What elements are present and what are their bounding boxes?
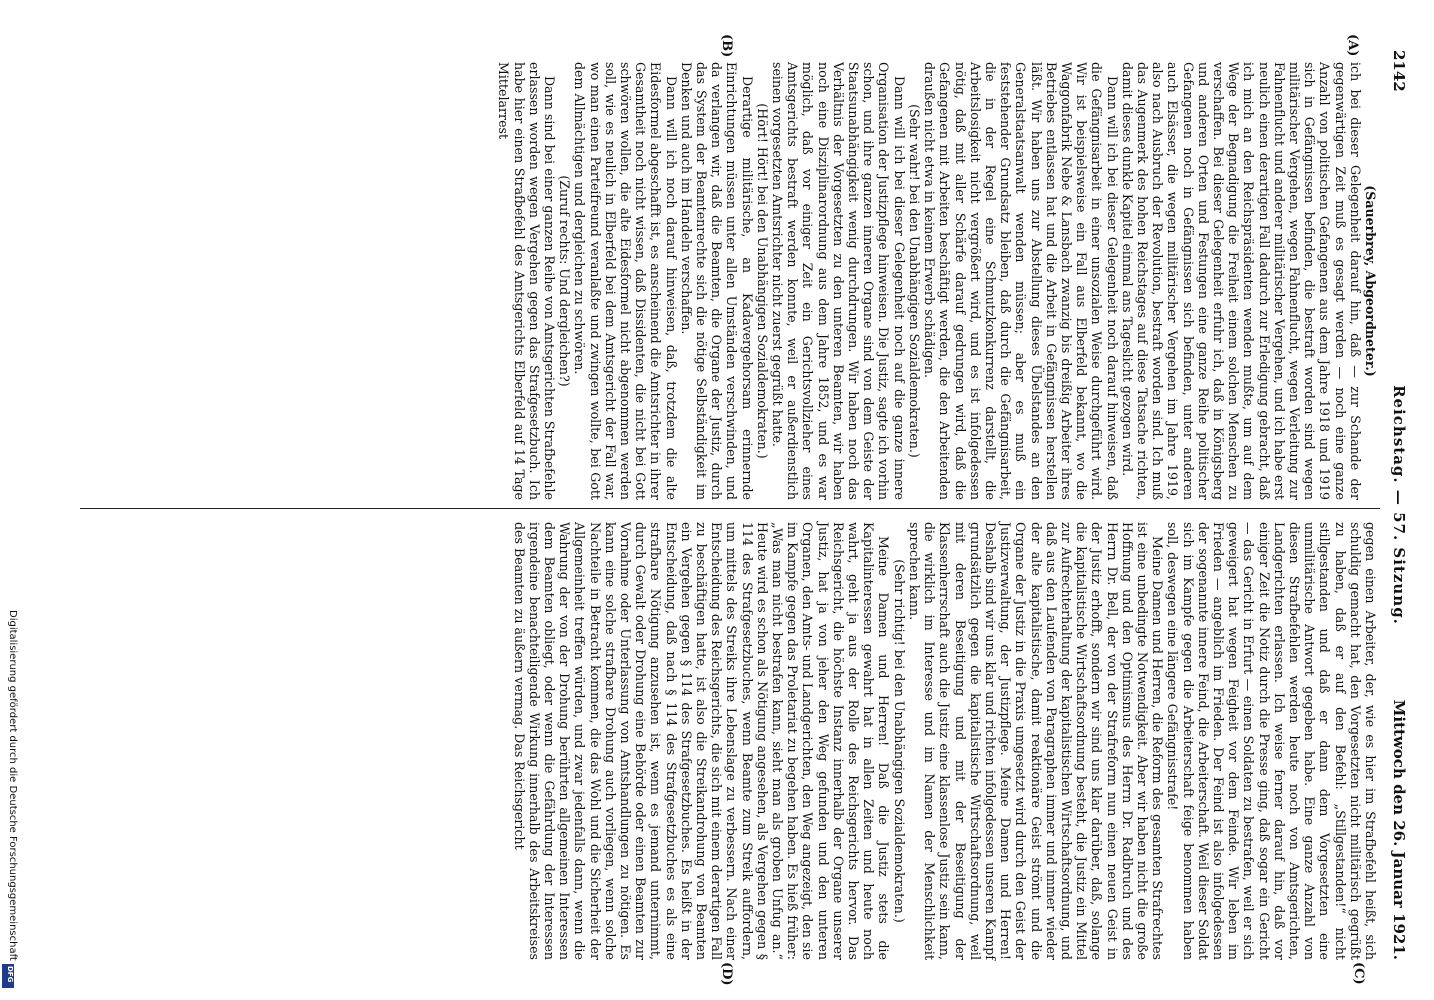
paragraph: gegen einen Arbeiter, der, wie es hier im Strafbefehl heißt, sich schuldig gemacht hat, den Vorgesetzten nicht militärisch gegrüßt zu haben, daß er auf den Befehl: „Stillgestanden!“ nicht stillgestanden und daß er dann dem Vorgesetzten eine unmilitärische Antwort gegeben habe. Eine ganze Anzahl von diesen Strafbefehlen werden heute noch von Amtsgerichten, Landgerichten erlassen. Ich weise ferner darauf hin, daß vor einiger Zeit die Notiz durch die Presse ging, daß sogar ein Gericht — das Gericht in Erfurt — einen Soldaten zu bestrafen, weil er sich geweigert hat wegen Feigheit vor dem Feinde. Wir leben im Frieden — angeblich im Frieden. Der Feind ist also infolgedessen der sogenannte innere Feind, die Arbeiterschaft. Weil dieser Soldat sich im Kampfe gegen die Arbeiterschaft feige benommen haben soll, deswegen eine längere Gefängnisstrafe! [1165, 522, 1378, 960]
paragraph: Derartige militärische, an Kadavergehorsam erinnernde Einrichtungen müssen unter allen Umständen verschwinden, und da verlangen wir, daß die Beamten, die Organe der Justiz, durch das System der Beamtenrechte sich die nötige Selbständigkeit im Denken und auch im Handeln verschaffen. [678, 62, 755, 500]
dfg-logo: DFG [2, 964, 14, 988]
margin-marker-c: (C) [1351, 962, 1366, 985]
margin-marker-b: (B) [719, 34, 734, 58]
interjection: (Zuruf rechts: Und dergleichen?) [557, 175, 573, 387]
page-number: 2142 [1390, 50, 1408, 92]
paragraph: Dann will ich bei dieser Gelegenheit noch darauf hinweisen, daß die Gefängnisarbeit in einer unsozialen Weise durchgeführt wird. Wir ist beispielsweise ein Fall aus Elberfeld bekannt, wo die Waggonfabrik Nebe & Lansbach zwanzig bis dreißig Arbeiter ihres Betriebes entlassen hat und die Arbeit in Gefängnissen herstellen läßt. Wir haben uns zur Abstellung dieses Übelstandes an den Generalstaatsanwalt wenden müssen; aber es muß ein feststehender Grundsatz bleiben, daß durch die Gefängnisarbeit, die in der Regel eine Schmutzkonkurrenz darstellt, die Arbeitslosigkeit nicht vergrößert wird, und es ist infolgedessen nötig, daß mit aller Schärfe darauf gedrungen wird, daß die Gefangenen mit Arbeiten beschäftigt werden, die den Arbeitenden draußen nicht etwa in keinem Erwerb schädigen. [922, 62, 1120, 500]
column-divider [80, 508, 1380, 509]
page-header [1384, 50, 1408, 960]
paragraph: Meine Damen und Herren, die Reform des gesamten Strafrechtes ist eine unbedingte Notwendigkeit. Aber wir haben nicht die große Hoffnung und den Optimismus des Herrn Dr. Radbruch und des Herrn Dr. Bell, der von der Strafreform nun einen neuen Geist in der Justiz erhofft, sondern wir sind uns klar darüber, daß, solange die kapitalistische Wirtschaftsordnung besteht, die Justiz ein Mittel zur Aufrechterhaltung der kapitalistischen Wirtschaftsordnung, und daß aus den Laufenden von Paragraphen immer und immer wieder der alte kapitalistische, damit reaktionäre Geist strömt und die Organe der Justiz in die Praxis umgesetzt wird durch den Geist der Justizverwaltung, der Justizpflege. Meine Damen und Herren! Deshalb sind wir uns klar und richten infolgedessen unseren Kampf grundsätzlich gegen die kapitalistische Wirtschaftsordnung, weil mit deren Beseitigung und mit der Beseitigung der Klassenherrschaft auch die Justiz eine klassenlose Justiz sein kann, die wirklich im Interesse und im Namen der Menschlichkeit sprechen kann. [906, 522, 1166, 960]
right-column [511, 522, 1378, 960]
paragraph: Dann sind bei einer ganzen Reihe von Amtsgerichten Strafbefehle erlassen worden wegen Vergehen gegen das Strafgesetzbuch. Ich habe hier einen Strafbefehl des Amtsgerichts Elberfeld auf 14 Tage Mittelarrest [496, 62, 558, 500]
speaker-label: (Sauerbrey, Abgeordneter.) [1363, 185, 1378, 377]
paragraph: ich bei dieser Gelegenheit darauf hin, daß — zur Schande der gegenwärtigen Zeit muß es gesagt werden — noch eine ganze Anzahl von politischen Gefangenen aus dem Jahre 1918 und 1919 sich in Gefängnissen befinden, die bestraft worden sind wegen militärischer Vergehen, wegen Fahnenflucht, wegen Verleitung zur Fahnenflucht und anderer militärischer Vergehen, und ich habe erst neulich einen derartigen Fall dadurch zur Erledigung gebracht, daß ich mich an den Reichspräsidenten wenden mußte, um auf dem Wege der Begnadigung die Freiheit einem solchen Menschen zu verschaffen. Bei dieser Gelegenheit erfuhr ich, daß in Königsberg und anderen Orten und Festungen eine ganze Reihe politischer Gefangenen noch in Gefängnissen sich befinden, unter anderen auch Elsässer, die wegen militärischer Vergehen im Jahre 1919, also nach Ausbruch der Revolution, bestraft worden sind. Ich muß das Augenmerk des hohen Reichstages auf diese Tatsache richten, damit dieses dunkle Kapitel einmal ans Tageslicht gezogen wird. [1119, 62, 1363, 500]
interjection: (Hört! Hört! bei den Unabhängigen Sozialdemokraten.) [754, 103, 770, 459]
paragraph: Dann will ich noch darauf hinweisen, daß, trotzdem die alte Eidesformel abgeschafft ist, es anscheinend die Amtsrichter in ihrer Gesamtheit noch nicht wissen, daß Dissidenten, die nicht bei Gott schwören wollen, die alte Eidesformel nicht abgenommen werden soll, wie es neulich in Elberfeld bei dem Amtsgericht der Fall war, wo man einen Parteifreund veranlaßte und zwingen wollte, bei Gott dem Allmächtigen und dergleichen zu schwören. [572, 62, 679, 500]
digitization-credit [4, 610, 18, 990]
paragraph: Meine Damen und Herren! Daß die Justiz stets die Kapitalinteressen gewahrt hat in allen Zeiten und heute noch wahrt, geht ja aus der Rolle des Reichsgerichts hervor. Das Reichsgericht, die höchste Instanz innerhalb der Organe unserer Justiz, hat ja von jeher den Weg gefunden und den unteren Organen, den Amts- und Landgerichten, den Weg angezeigt, den sie im Kampfe gegen das Proletariat zu begehen haben. Es hieß früher: „Was man nicht bestrafen kann, sieht man als groben Unfug an.“ Heute wird es schon als Nötigung angesehen, als Vergehen gegen § 114 des Strafgesetzbuches, wenn Beamte zum Streik auffordern, um mittels des Streiks ihre Lebenslage zu verbessern. Nach einer Entscheidung des Reichsgerichts, die sich mit einem derartigen Fall zu beschäftigen hatte, ist also die Streikandrohung von Beamten ein Vergehen gegen § 114 des Strafgesetzbuches. Es heißt in der Entscheidung, daß nach § 114 des Strafgesetzbuches es als eine strafbare Nötigung anzusehen ist, wenn es jemand unternimmt, durch Gewalt oder Drohung eine Behörde oder einen Beamten zur Vornahme oder Unterlassung von Amtshandlungen zu nötigen. Es kann eine solche strafbare Drohung auch vorliegen, wenn solche Nachteile in Betracht kommen, die das Wohl und die Sicherheit der Allgemeinheit treffen würden, und zwar jedenfalls dann, wenn die Wahrung der von der Drohung berührten allgemeinen Interessen dem Beamten obliegt, oder wenn die Gefährdung der Interessen irgendeine benachteiligende Wirkung innerhalb des Arbeitskreises des Beamten zu äußern vermag. Das Reichsgericht [511, 522, 892, 960]
credit-text: Digitalisierung gefördert durch die Deutsche Forschungsgemeinschaft [7, 610, 18, 961]
margin-marker-d: (D) [719, 962, 734, 986]
interjection: (Sehr richtig! bei den Unabhängigen Sozialdemokraten.) [891, 559, 907, 923]
session-date: Mittwoch den 26. Januar 1921. [1390, 699, 1408, 960]
margin-marker-a: (A) [1345, 34, 1360, 57]
left-column [496, 62, 1378, 500]
paragraph: Dann will ich bei dieser Gelegenheit noch auf die ganze innere Organisation der Justizpflege hinweisen. Die Justiz, sagte ich vorhin schon, und ihre ganzen inneren Organe sind von dem Geiste der Staatsunabhängigkeit wenig durchdrungen. Wir haben noch das Verhältnis der Vorgesetzten zu den unteren Beamten, wir haben noch eine Disziplinarordnung aus dem Jahre 1852, und es war möglich, daß vor einiger Zeit ein Gerichtsvollzieher eines Amtsgerichts bestraft werden konnte, weil er außerdienstlich seinen vorgesetzten Amtsrichter nicht zuerst gegrüßt hatte. [770, 62, 907, 500]
interjection: (Sehr wahr! bei den Unabhängigen Sozialdemokraten.) [906, 104, 922, 458]
session-title: Reichstag. — 57. Sitzung. [1390, 385, 1408, 625]
